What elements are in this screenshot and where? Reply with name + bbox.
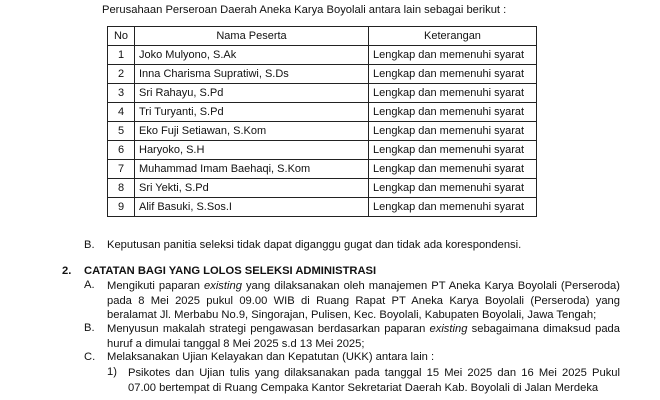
row-no: 2 xyxy=(108,65,135,84)
item-b-label: B. xyxy=(84,322,95,334)
item-a-italic: existing xyxy=(204,280,242,292)
row-keterangan: Lengkap dan memenuhi syarat xyxy=(369,179,537,198)
item-b-text-before: Menyusun makalah strategi pengawasan berdasarkan paparan xyxy=(107,323,430,335)
section-2-number: 2. xyxy=(62,265,72,277)
row-nama-peserta: Muhammad Imam Baehaqi, S.Kom xyxy=(135,160,369,179)
item-b-text-after: sebagaimana dimaksud pada huruf a dimulai tanggal 8 Mei 2025 s.d 13 Mei 2025; xyxy=(107,323,620,350)
header-nama-peserta: Nama Peserta xyxy=(135,27,369,46)
row-nama-peserta: Inna Charisma Supratiwi, S.Ds xyxy=(135,65,369,84)
item-b-paragraph xyxy=(107,322,620,351)
row-nama-peserta: Joko Mulyono, S.Ak xyxy=(135,46,369,65)
item-a-text-before: Mengikuti paparan xyxy=(107,280,204,292)
point-b-label: B. xyxy=(84,239,95,251)
row-keterangan: Lengkap dan memenuhi syarat xyxy=(369,65,537,84)
row-no: 9 xyxy=(108,198,135,217)
item-c-sub1-label: 1) xyxy=(107,366,117,378)
row-keterangan: Lengkap dan memenuhi syarat xyxy=(369,141,537,160)
row-no: 4 xyxy=(108,103,135,122)
row-keterangan: Lengkap dan memenuhi syarat xyxy=(369,198,537,217)
row-keterangan: Lengkap dan memenuhi syarat xyxy=(369,122,537,141)
participants-table xyxy=(107,26,537,217)
row-nama-peserta: Haryoko, S.H xyxy=(135,141,369,160)
row-nama-peserta: Sri Rahayu, S.Pd xyxy=(135,84,369,103)
item-c-label: C. xyxy=(84,351,96,363)
table-row xyxy=(108,122,537,141)
intro-line: Perusahaan Perseroan Daerah Aneka Karya Boyolali antara lain sebagai berikut : xyxy=(102,4,507,16)
table-row xyxy=(108,179,537,198)
row-nama-peserta: Sri Yekti, S.Pd xyxy=(135,179,369,198)
section-2-title: CATATAN BAGI YANG LOLOS SELEKSI ADMINISTRASI xyxy=(84,265,377,277)
row-no: 3 xyxy=(108,84,135,103)
row-nama-peserta: Eko Fuji Setiawan, S.Kom xyxy=(135,122,369,141)
row-nama-peserta: Tri Turyanti, S.Pd xyxy=(135,103,369,122)
item-c-text: Melaksanakan Ujian Kelayakan dan Kepatutan (UKK) antara lain : xyxy=(107,351,435,363)
row-no: 5 xyxy=(108,122,135,141)
row-no: 6 xyxy=(108,141,135,160)
row-keterangan: Lengkap dan memenuhi syarat xyxy=(369,160,537,179)
point-b-text: Keputusan panitia seleksi tidak dapat diganggu gugat dan tidak ada korespondensi. xyxy=(107,239,522,251)
row-no: 8 xyxy=(108,179,135,198)
table-row xyxy=(108,103,537,122)
row-keterangan: Lengkap dan memenuhi syarat xyxy=(369,84,537,103)
header-keterangan: Keterangan xyxy=(369,27,537,46)
item-a-text-after: yang dilaksanakan oleh manajemen PT Aneka Karya Boyolali (Perseroda) pada 8 Mei 2025 pukul 09.00 WIB di Ruang Rapat PT Aneka Karya Boyolali (Perseroda) yang beralamat Jl. Merbabu No.9, Singorajan, Pulisen, Kec. Boyolali, Kabupaten Boyolali, Jawa Tengah; xyxy=(107,280,620,321)
row-keterangan: Lengkap dan memenuhi syarat xyxy=(369,103,537,122)
item-b-italic: existing xyxy=(429,323,468,335)
row-keterangan: Lengkap dan memenuhi syarat xyxy=(369,46,537,65)
item-c-sub1-text: Psikotes dan Ujian tulis yang dilaksanakan pada tanggal 15 Mei 2025 dan 16 Mei 2025 Pukul 07.00 bertempat di Ruang Cempaka Kantor Sekretariat Daerah Kab. Boyolali di Jalan Merdeka xyxy=(128,367,620,394)
table-row xyxy=(108,141,537,160)
table-header-row xyxy=(108,27,537,46)
item-a-label: A. xyxy=(84,279,95,291)
table-row xyxy=(108,198,537,217)
header-no: No xyxy=(108,27,135,46)
item-a-paragraph xyxy=(107,279,620,323)
table-row xyxy=(108,65,537,84)
row-no: 7 xyxy=(108,160,135,179)
row-no: 1 xyxy=(108,46,135,65)
table-row xyxy=(108,84,537,103)
table-row xyxy=(108,46,537,65)
table-row xyxy=(108,160,537,179)
row-nama-peserta: Alif Basuki, S.Sos.I xyxy=(135,198,369,217)
